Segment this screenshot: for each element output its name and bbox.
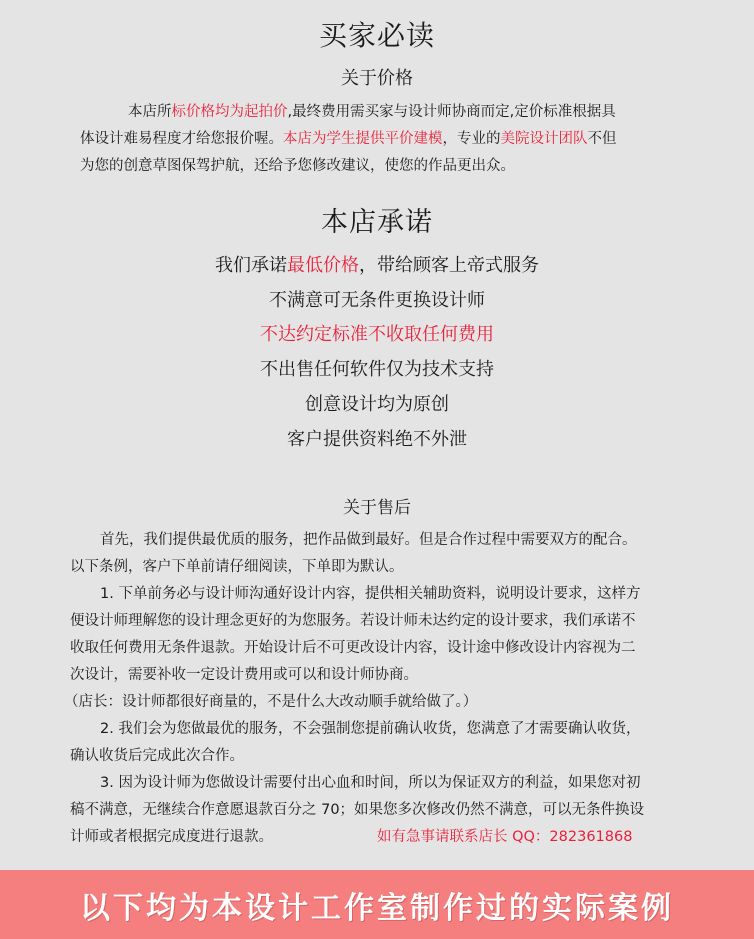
price-line-2 (80, 126, 680, 153)
price-line-3: 为您的创意草图保驾护航，还给予您修改建议，使您的作品更出众。 (80, 158, 515, 174)
promise-highlight: 最低价格 (287, 255, 359, 276)
promise-line-no-fee: 不达约定标准不收取任何费用 (260, 324, 494, 345)
after-item3-1: 3. 因为设计师为您做设计需要付出心血和时间，所以为保证双方的利益，如果您对初 (100, 775, 641, 791)
price-text: 体设计难易程度才给您报价喔。 (80, 131, 283, 147)
after-intro-2: 以下条例，客户下单前请仔细阅读，下单即为默认。 (70, 559, 404, 575)
promise-text: ，带给顾客上帝式服务 (359, 255, 539, 276)
after-intro-1: 首先，我们提供最优质的服务，把作品做到最好。但是合作过程中需要双方的配合。 (100, 532, 637, 548)
buyer-notice-title: 买家必读 (318, 19, 435, 52)
promise-text: 我们承诺 (215, 255, 287, 276)
after-item1-1: 1. 下单前务必与设计师沟通好设计内容，提供相关辅助资料，说明设计要求，这样方 (100, 586, 641, 602)
price-text: 本店所 (128, 104, 172, 120)
after-item2-1: 2. 我们会为您做最优的服务，不会强制您提前确认收货，您满意了才需要确认收货， (100, 721, 641, 737)
after-note: （店长：设计师都很好商量的，不是什么大改动顺手就给做了。） (64, 694, 478, 710)
cases-banner (0, 870, 754, 939)
qq-contact: 如有急事请联系店长 QQ：282361868 (377, 829, 633, 845)
promise-line-lowest-price (0, 251, 754, 277)
after-item2-2: 确认收货后完成此次合作。 (70, 748, 244, 764)
price-highlight: 本店为学生提供平价建模 (283, 131, 443, 147)
price-heading: 关于价格 (341, 68, 413, 89)
price-highlight: 美院设计团队 (500, 131, 588, 147)
price-highlight: 标价格均为起拍价 (171, 104, 288, 120)
after-sales-paragraph (64, 527, 700, 851)
after-item1-2: 便设计师理解您的设计理念更好的为您服务。若设计师未达约定的设计要求，我们承诺不 (70, 613, 636, 629)
price-text: 不但 (587, 131, 617, 147)
promise-line-original: 创意设计均为原创 (305, 394, 449, 415)
price-paragraph (80, 99, 680, 180)
promise-line-no-software: 不出售任何软件仅为技术支持 (260, 359, 494, 380)
after-item3-2: 稿不满意，无继续合作意愿退款百分之 70；如果您多次修改仍然不满意，可以无条件换设 (70, 802, 645, 818)
after-item1-4: 次设计，需要补收一定设计费用或可以和设计师协商。 (70, 667, 418, 683)
price-line-1 (80, 99, 680, 126)
price-text: ，专业的 (442, 131, 501, 147)
promise-line-privacy: 客户提供资料绝不外泄 (287, 429, 467, 450)
banner-text: 以下均为本设计工作室制作过的实际案例 (80, 890, 674, 926)
after-sales-heading: 关于售后 (343, 498, 411, 518)
after-item1-3: 收取任何费用无条件退款。开始设计后不可更改设计内容，设计途中修改设计内容视为二 (70, 640, 636, 656)
promise-line-replace-designer: 不满意可无条件更换设计师 (269, 290, 485, 311)
after-item3-3: 计师或者根据完成度进行退款。 (70, 829, 273, 845)
promise-title: 本店承诺 (321, 207, 433, 238)
price-text: ,最终费用需买家与设计师协商而定,定价标准根据具 (287, 104, 616, 120)
after-item3-3-row (70, 824, 700, 851)
